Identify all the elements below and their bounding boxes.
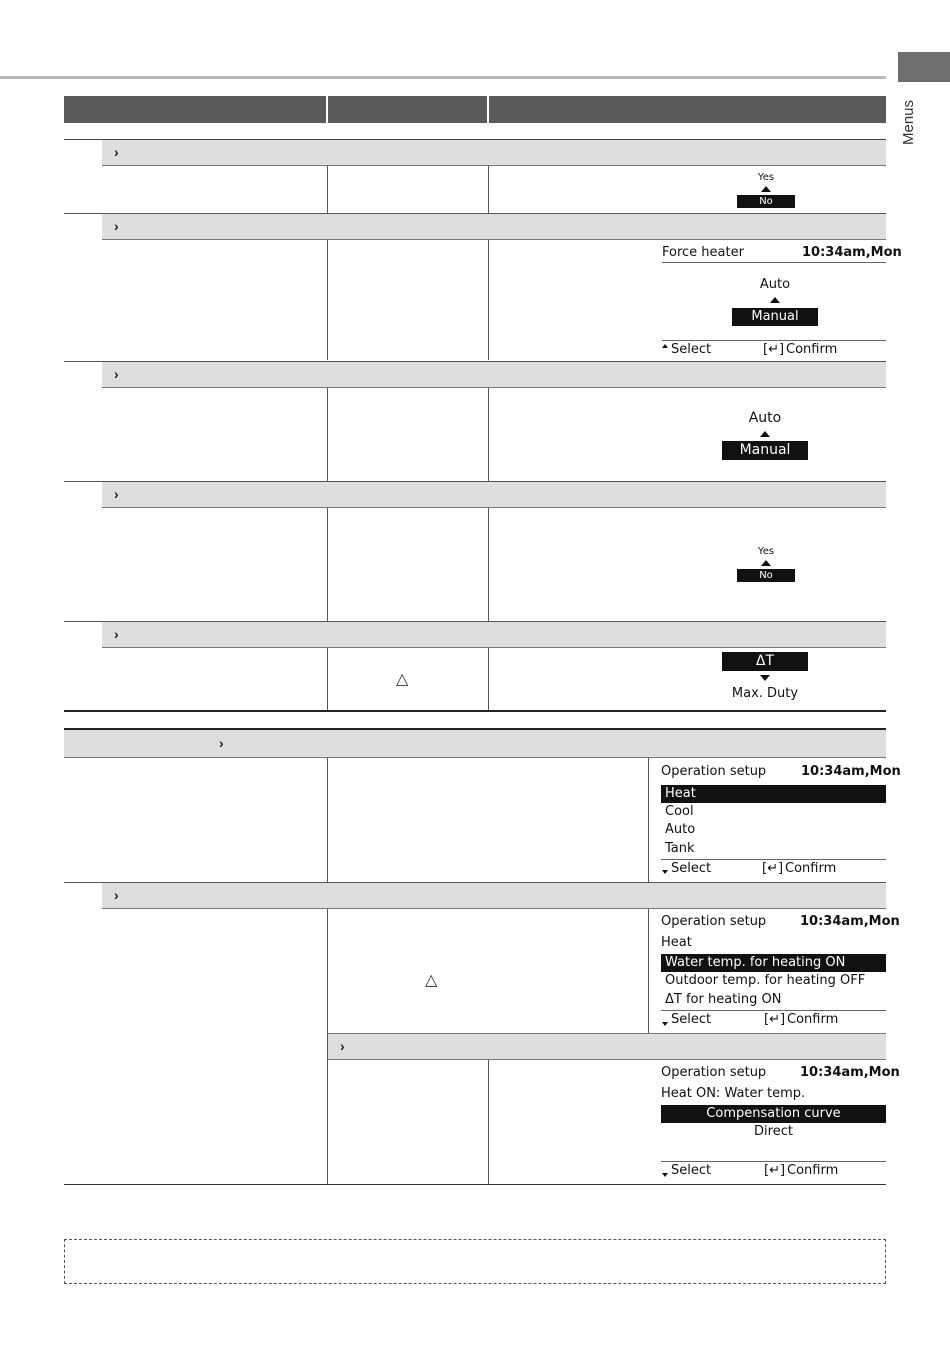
warning-triangle-icon: △ [396,671,409,688]
option-manual-selected: Manual [732,308,818,326]
arrow-down-icon [760,675,770,681]
row-rule [102,507,886,508]
warning-triangle-icon: △ [425,972,438,989]
menu-item-selected: Water temp. for heating ON [661,954,886,972]
option-yes: Yes [757,546,775,557]
enter-key-icon: [↵] [764,1163,786,1178]
menu-item: Cool [665,804,694,819]
select-hint: Select [671,861,712,876]
chevron-right-icon: › [114,887,119,903]
row-band [102,482,886,507]
chevron-right-icon: › [219,735,224,751]
arrow-up-icon [760,431,770,437]
row-rule [64,757,886,758]
screen-subtitle: Heat ON: Water temp. [661,1086,806,1101]
col-divider [327,758,328,882]
screen-time: 10:34am,Mon [801,764,901,779]
row-band [328,1034,886,1059]
row-rule [102,647,886,648]
option-compensation-curve-selected: Compensation curve [661,1105,886,1123]
chevron-right-icon: › [114,218,119,234]
col-divider [488,1060,489,1184]
col-divider [648,909,649,1033]
row-rule [102,239,886,240]
col-divider [648,758,649,882]
screen-time: 10:34am,Mon [802,245,902,260]
screen-subtitle: Heat [661,935,692,950]
row-band [102,362,886,387]
screen-rule [661,1010,886,1011]
chevron-right-icon: › [114,626,119,642]
option-manual-selected: Manual [722,441,808,460]
select-hint: Select [671,1163,712,1178]
enter-key-icon: [↵] [764,1012,786,1027]
row-band [64,730,886,757]
screen-title: Operation setup [661,914,767,929]
option-auto: Auto [748,410,782,426]
screen-rule [661,1161,886,1162]
col-divider [327,240,328,360]
header-divider [487,96,489,123]
row-band [102,214,886,239]
option-direct: Direct [754,1124,793,1139]
arrow-up-icon [761,186,771,192]
menu-item: Outdoor temp. for heating OFF [665,973,866,988]
row-band [102,140,886,165]
col-divider [327,508,328,621]
section-tab-label: Menus [900,99,917,145]
col-divider [327,388,328,481]
enter-key-icon: [↵] [763,342,785,357]
header-divider [326,96,328,123]
screen-rule [661,859,886,860]
menu-item: Tank [665,841,695,856]
menu-item: ΔT for heating ON [665,992,782,1007]
note-box [64,1239,886,1284]
table-end-rule [64,1184,886,1185]
col-divider [488,240,489,360]
menu-item-selected: Heat [661,785,886,803]
screen-title: Operation setup [661,1065,767,1080]
col-divider [488,388,489,481]
confirm-hint: Confirm [787,1163,839,1178]
top-rule [0,76,886,79]
arrow-up-icon [761,560,771,566]
confirm-hint: Confirm [785,861,837,876]
col-divider [488,648,489,710]
chevron-right-icon: › [340,1038,345,1054]
screen-time: 10:34am,Mon [800,1065,900,1080]
row-rule [102,908,886,909]
screen-rule [662,262,886,263]
col-divider [327,166,328,213]
arrow-down-icon [662,1022,668,1026]
arrow-up-icon [662,344,668,348]
option-no-selected: No [737,195,795,208]
option-delta-t-selected: ΔT [722,652,808,671]
menu-item: Auto [665,822,696,837]
row-rule [328,1059,886,1060]
arrow-down-icon [662,870,668,874]
confirm-hint: Confirm [787,1012,839,1027]
table-end-rule [64,710,886,712]
screen-time: 10:34am,Mon [800,914,900,929]
col-divider [488,166,489,213]
chevron-right-icon: › [114,144,119,160]
select-hint: Select [671,1012,712,1027]
row-band [102,883,886,908]
option-auto: Auto [759,277,791,292]
arrow-up-icon [770,297,780,303]
chevron-right-icon: › [114,486,119,502]
screen-title: Operation setup [661,764,767,779]
select-hint: Select [671,342,712,357]
row-rule [328,1033,886,1034]
screen-title: Force heater [662,245,744,260]
enter-key-icon: [↵] [762,861,784,876]
screen-rule [662,340,886,341]
section-tab [898,52,950,82]
col-divider [488,508,489,621]
option-yes: Yes [757,172,775,183]
option-no-selected: No [737,569,795,582]
chevron-right-icon: › [114,366,119,382]
row-rule [102,387,886,388]
row-rule [102,165,886,166]
row-band [102,622,886,647]
col-divider [327,648,328,710]
table-header [64,96,886,123]
option-max-duty: Max. Duty [731,686,799,701]
arrow-down-icon [662,1173,668,1177]
confirm-hint: Confirm [786,342,838,357]
